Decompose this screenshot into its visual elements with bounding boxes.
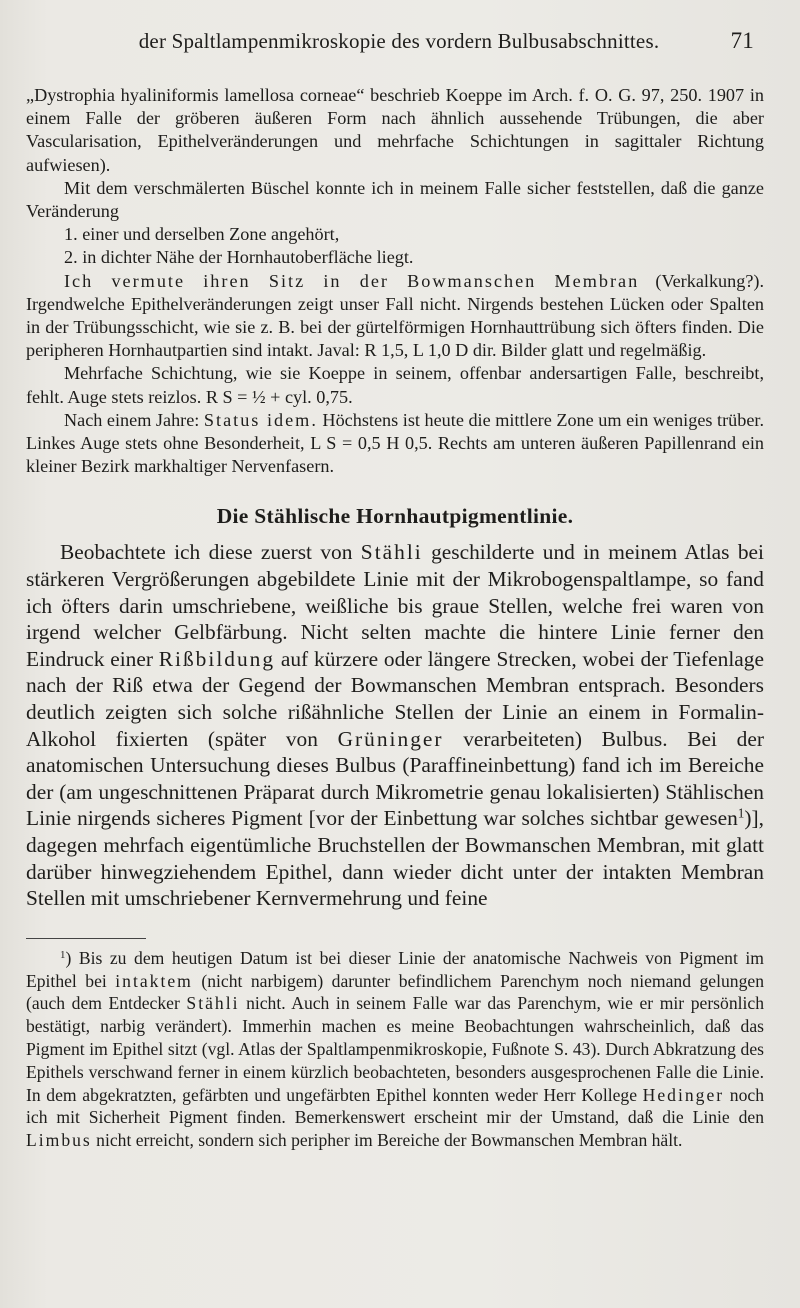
spaced-emphasis: Stähli [186, 993, 240, 1014]
spaced-emphasis: Grüninger [337, 726, 444, 751]
text-run: Beobachtete ich diese zuerst von [60, 540, 361, 565]
text-run: verarbeiteten) Bulbus. Bei der anatomischen Untersuchung dieses Bulbus (Paraffineinbettung) fand ich im Bereiche der (am ungeschnittenen Präparat durch Mikrometrie genau lokalisierten) Stählischen Linie nirgends sicheres Pigment [vor der Einbettung war solches sichtbar gewesen [26, 726, 764, 831]
spaced-emphasis: Hedinger [642, 1084, 725, 1105]
intro-paragraph-2: Mit dem verschmälerten Büschel konnte ich in meinem Falle sicher feststellen, daß die ganze Veränderung [26, 177, 764, 222]
section-paragraph [26, 539, 764, 911]
section-body [26, 539, 764, 911]
text-run: Höchstens ist heute die mittlere Zone um ein weniges trüber. Linkes Auge stets ohne Besonderheit, L S = 0,5 H 0,5. Rechts am unteren äußeren Papillenrand ein kleiner Bezirk markhaltiger Nervenfasern. [26, 409, 764, 477]
spaced-emphasis: Status idem. [203, 409, 318, 430]
intro-paragraph-5 [26, 409, 764, 479]
spaced-emphasis: Rißbildung [158, 646, 276, 671]
text-run: nicht erreicht, sondern sich peripher im Bereiche der Bowmanschen Membran hält. [91, 1130, 683, 1151]
footnote-marker: 1 [60, 948, 66, 961]
spaced-emphasis: Stähli [360, 540, 423, 565]
intro-paragraph-1: „Dystrophia hyaliniformis lamellosa corneae“ beschrieb Koeppe im Arch. f. O. G. 97, 250. 1907 in einem Falle der gröberen äußeren Form nach ähnlich aussehende Trübungen, die aber Vascularisation, Epithelveränderungen und mehrfache Schichtungen in sagittaler Richtung aufwiesen). [26, 85, 764, 175]
case-report-block [26, 84, 764, 478]
footnote [26, 947, 764, 1152]
text-run: ) Bis zu dem heutigen Datum ist bei dieser Linie der anatomische Nachweis von Pigment im Epithel bei [26, 947, 764, 991]
page-number: 71 [730, 28, 754, 53]
list-item-2: 2. in dichter Nähe der Hornhautoberfläche liegt. [64, 247, 414, 268]
text-run: geschilderte und in meinem Atlas bei stärkeren Vergrößerungen abgebildete Linie mit der Mikrobogenspaltlampe, so fand ich öfters darin umschriebene, weißliche bis graue Stellen, welche frei waren von irgend welcher Gelbfärbung. Nicht selten machte die hintere Linie ferner den Eindruck einer [26, 540, 764, 671]
intro-paragraph-4: Mehrfache Schichtung, wie sie Koeppe in seinem, offenbar andersartigen Falle, beschreibt, fehlt. Auge stets reizlos. R S = ½ + cyl. 0,75. [26, 363, 764, 407]
text-run: Nach einem Jahre: [64, 409, 204, 430]
text-run: auf kürzere oder längere Strecken, wobei der Tiefenlage nach der Riß etwa der Gegend der Bowmanschen Membran entsprach. Besonders deutlich zeigten sich solche rißähnliche Stellen der Linie an einem in Formalin-Alkohol fixierten (später von [26, 646, 764, 751]
footnote-text [26, 947, 764, 1152]
section-heading: Die Stählische Hornhautpigmentlinie. [216, 504, 574, 529]
spaced-emphasis: intaktem [115, 970, 193, 991]
running-title: der Spaltlampenmikroskopie des vordern Bulbusabschnittes. [138, 29, 660, 53]
footnote-divider [26, 938, 146, 939]
spaced-emphasis: Limbus [26, 1130, 92, 1151]
text-run: nicht. Auch in seinem Falle war das Parenchym, wie er mir persönlich bestätigt, narbig verändert). Immerhin machen es meine Beobachtungen wahrscheinlich, daß das Pigment im Epithel sitzt (vgl. Atlas der Spaltlampenmikroskopie, Fußnote S. 43). Durch Abkratzung des Epithels verschwand ferner in einem kürzlich beobachteten, besonders ausgesprochenen Falle die Linie. In dem abgekratzten, gefärbten und ungefärbten Epithel konnten weder Herr Kollege [26, 993, 765, 1105]
footnote-reference: 1 [737, 806, 745, 822]
list-item-1: 1. einer und derselben Zone angehört, [64, 224, 340, 245]
intro-paragraph-3 [26, 270, 764, 363]
text-run: (nicht narbigem) darunter befindlichem Parenchym noch niemand gelungen (auch dem Entdecker [26, 970, 764, 1014]
text-run: noch ich mit Sicherheit Pigment finden. Bemerkenswert erscheint mir der Umstand, daß die Linie den [26, 1084, 764, 1128]
running-header [26, 22, 764, 60]
text-run: )], dagegen mehrfach eigentümliche Bruchstellen der Bowmanschen Membran, mit glatt darüber hinwegziehendem Epithel, dann wieder dicht unter der intakten Membran Stellen mit umschriebener Kernvermehrung und feine [26, 806, 764, 911]
spaced-emphasis: Ich vermute ihren Sitz in der Bowmanschen Membran [64, 270, 640, 291]
text-run: (Verkalkung?). Irgendwelche Epithelveränderungen zeigt unser Fall nicht. Nirgends bestehen Lücken oder Spalten in der Trübungsschicht, wie sie z. B. bei der gürtelförmigen Hornhauttrübung sich öfters finden. Die peripheren Hornhautpartien sind intakt. Javal: R 1,5, L 1,0 D dir. Bilder glatt und regelmäßig. [26, 270, 764, 361]
